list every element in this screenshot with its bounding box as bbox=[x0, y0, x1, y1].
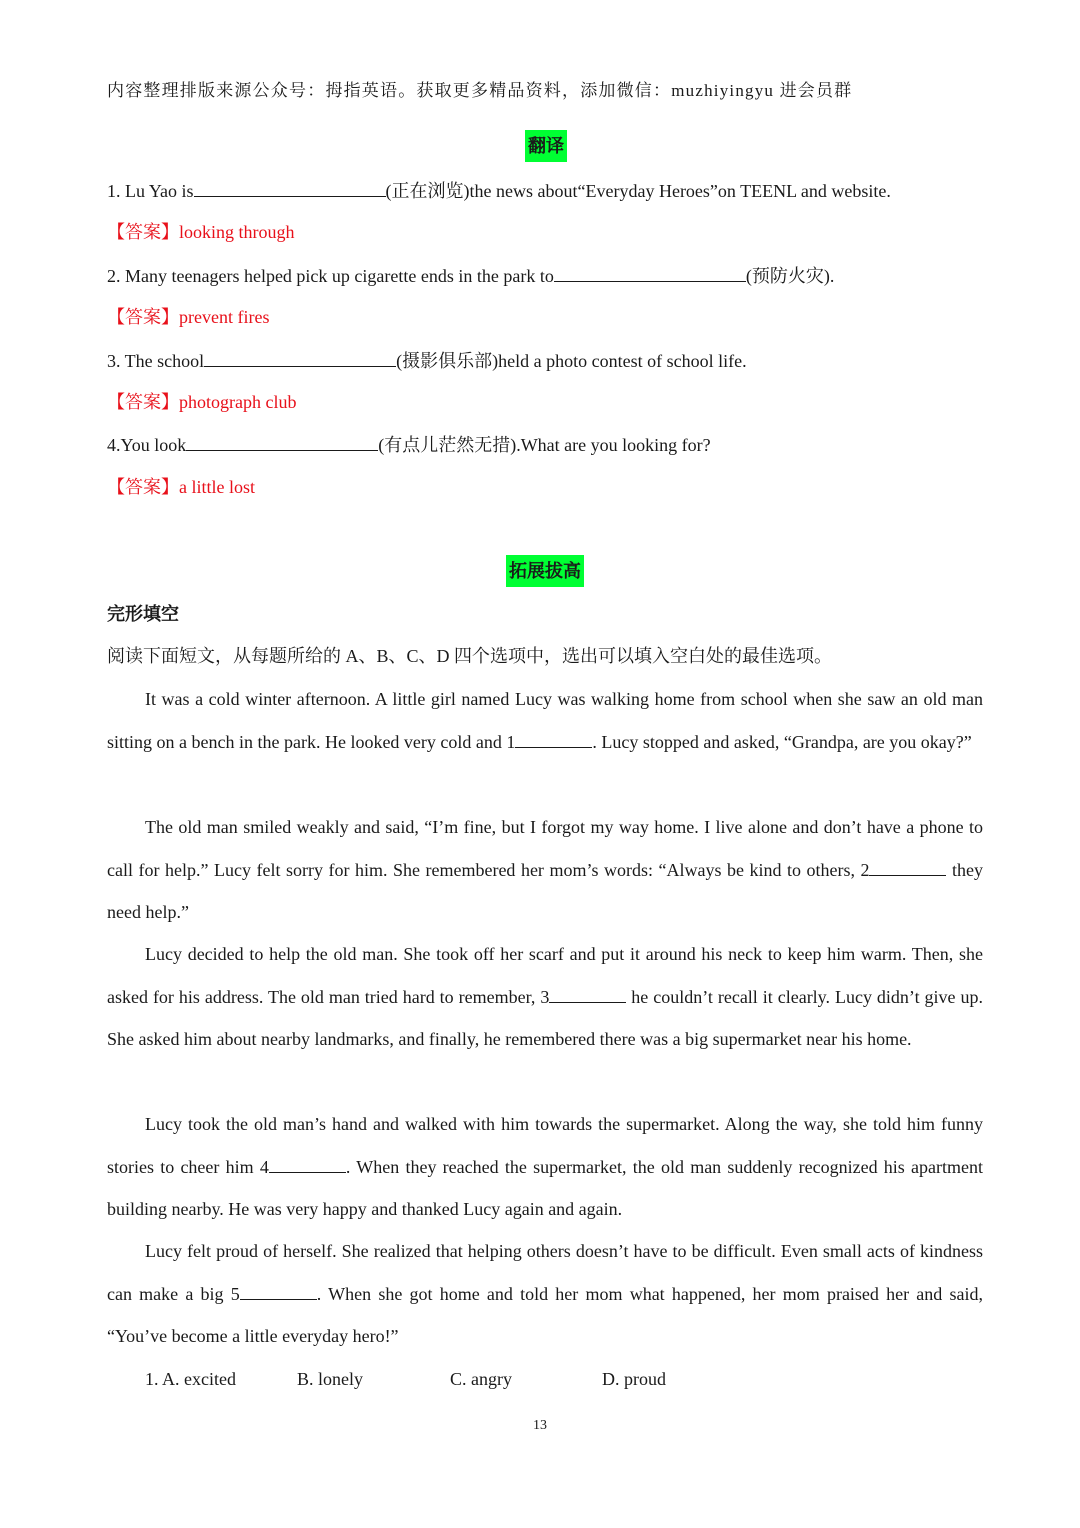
paragraph-text: they need help.” bbox=[107, 859, 983, 922]
cloze-blank-4 bbox=[269, 1154, 346, 1173]
option-1c: C. angry bbox=[450, 1369, 512, 1389]
option-1d: D. proud bbox=[602, 1369, 666, 1389]
question-text: 1. Lu Yao is bbox=[107, 181, 194, 201]
cloze-blank-5 bbox=[240, 1281, 317, 1300]
paragraph-text: . When they reached the supermarket, the old man suddenly recognized his apartment building nearby. He was very happy and thanked Lucy again and again. bbox=[107, 1156, 983, 1219]
translation-question-4 bbox=[107, 432, 711, 457]
answer-blank bbox=[204, 348, 396, 367]
answer-text: photograph club bbox=[179, 392, 297, 412]
question-text: (摄影俱乐部)held a photo contest of school life. bbox=[396, 351, 747, 371]
question-text: (预防火灾). bbox=[745, 266, 835, 286]
question-text: (有点儿茫然无措).What are you looking for? bbox=[378, 435, 711, 455]
option-1b: B. lonely bbox=[297, 1369, 363, 1389]
question-text: 3. The school bbox=[107, 351, 205, 371]
section-title-translation: 翻译 bbox=[525, 130, 567, 162]
answer-tag: 【答案】 bbox=[107, 222, 179, 242]
translation-question-3 bbox=[107, 348, 747, 373]
cloze-paragraph-5 bbox=[107, 1230, 983, 1358]
translation-answer-1 bbox=[107, 220, 295, 244]
cloze-paragraph-1 bbox=[107, 678, 983, 763]
translation-question-1 bbox=[107, 178, 891, 203]
cloze-blank-1 bbox=[515, 729, 592, 748]
cloze-paragraph-4 bbox=[107, 1103, 983, 1231]
cloze-blank-2 bbox=[869, 857, 946, 876]
answer-text: a little lost bbox=[179, 477, 255, 497]
translation-answer-4 bbox=[107, 475, 255, 499]
cloze-paragraph-3 bbox=[107, 933, 983, 1061]
cloze-paragraph-2 bbox=[107, 806, 983, 934]
page-number: 13 bbox=[533, 1418, 547, 1433]
paragraph-text: Lucy felt proud of herself. She realized that helping others doesn’t have to be difficult. Even small acts of kindness can make a big 5 bbox=[107, 1241, 983, 1304]
answer-text: looking through bbox=[179, 222, 295, 242]
cloze-heading: 完形填空 bbox=[107, 604, 179, 624]
cloze-instruction: 阅读下面短文，从每题所给的 A、B、C、D 四个选项中，选出可以填入空白处的最佳选项。 bbox=[107, 646, 833, 666]
paragraph-text: he couldn’t recall it clearly. Lucy didn’t give up. She asked him about nearby landmarks, and finally, he remembered there was a big supermarket near his home. bbox=[107, 986, 983, 1049]
paragraph-text: . Lucy stopped and asked, “Grandpa, are you okay?” bbox=[592, 731, 972, 752]
answer-text: prevent fires bbox=[179, 307, 270, 327]
paragraph-text: . When she got home and told her mom what happened, her mom praised her and said, “You’ve become a little everyday hero!” bbox=[107, 1283, 983, 1346]
answer-tag: 【答案】 bbox=[107, 392, 179, 412]
paragraph-text: Lucy took the old man’s hand and walked with him towards the supermarket. Along the way, she told him funny stories to cheer him 4 bbox=[107, 1114, 983, 1177]
paragraph-text: It was a cold winter afternoon. A little girl named Lucy was walking home from school when she saw an old man sitting on a bench in the park. He looked very cold and 1 bbox=[107, 689, 983, 752]
answer-tag: 【答案】 bbox=[107, 477, 179, 497]
paragraph-text: The old man smiled weakly and said, “I’m fine, but I forgot my way home. I live alone and don’t have a phone to call for help.” Lucy felt sorry for him. She remembered her mom’s words: “Always be kind to others, 2 bbox=[107, 817, 983, 880]
cloze-blank-3 bbox=[549, 984, 626, 1003]
answer-blank bbox=[554, 263, 746, 282]
answer-blank bbox=[186, 432, 378, 451]
translation-answer-2 bbox=[107, 305, 269, 329]
answer-blank bbox=[194, 178, 386, 197]
option-1a: 1. A. excited bbox=[145, 1369, 236, 1389]
question-text: 4.You look bbox=[107, 435, 187, 455]
translation-answer-3 bbox=[107, 390, 296, 414]
header-note: 内容整理排版来源公众号：拇指英语。获取更多精品资料，添加微信：muzhiyingyu 进会员群 bbox=[107, 81, 853, 100]
paragraph-text: Lucy decided to help the old man. She took off her scarf and put it around his neck to keep him warm. Then, she asked for his address. The old man tried hard to remember, 3 bbox=[107, 944, 983, 1007]
question-text: (正在浏览)the news about“Everyday Heroes”on TEENL and website. bbox=[385, 181, 891, 201]
section-title-extension: 拓展拔高 bbox=[506, 555, 584, 587]
translation-question-2 bbox=[107, 263, 834, 288]
question-text: 2. Many teenagers helped pick up cigarette ends in the park to bbox=[107, 266, 554, 286]
answer-tag: 【答案】 bbox=[107, 307, 179, 327]
